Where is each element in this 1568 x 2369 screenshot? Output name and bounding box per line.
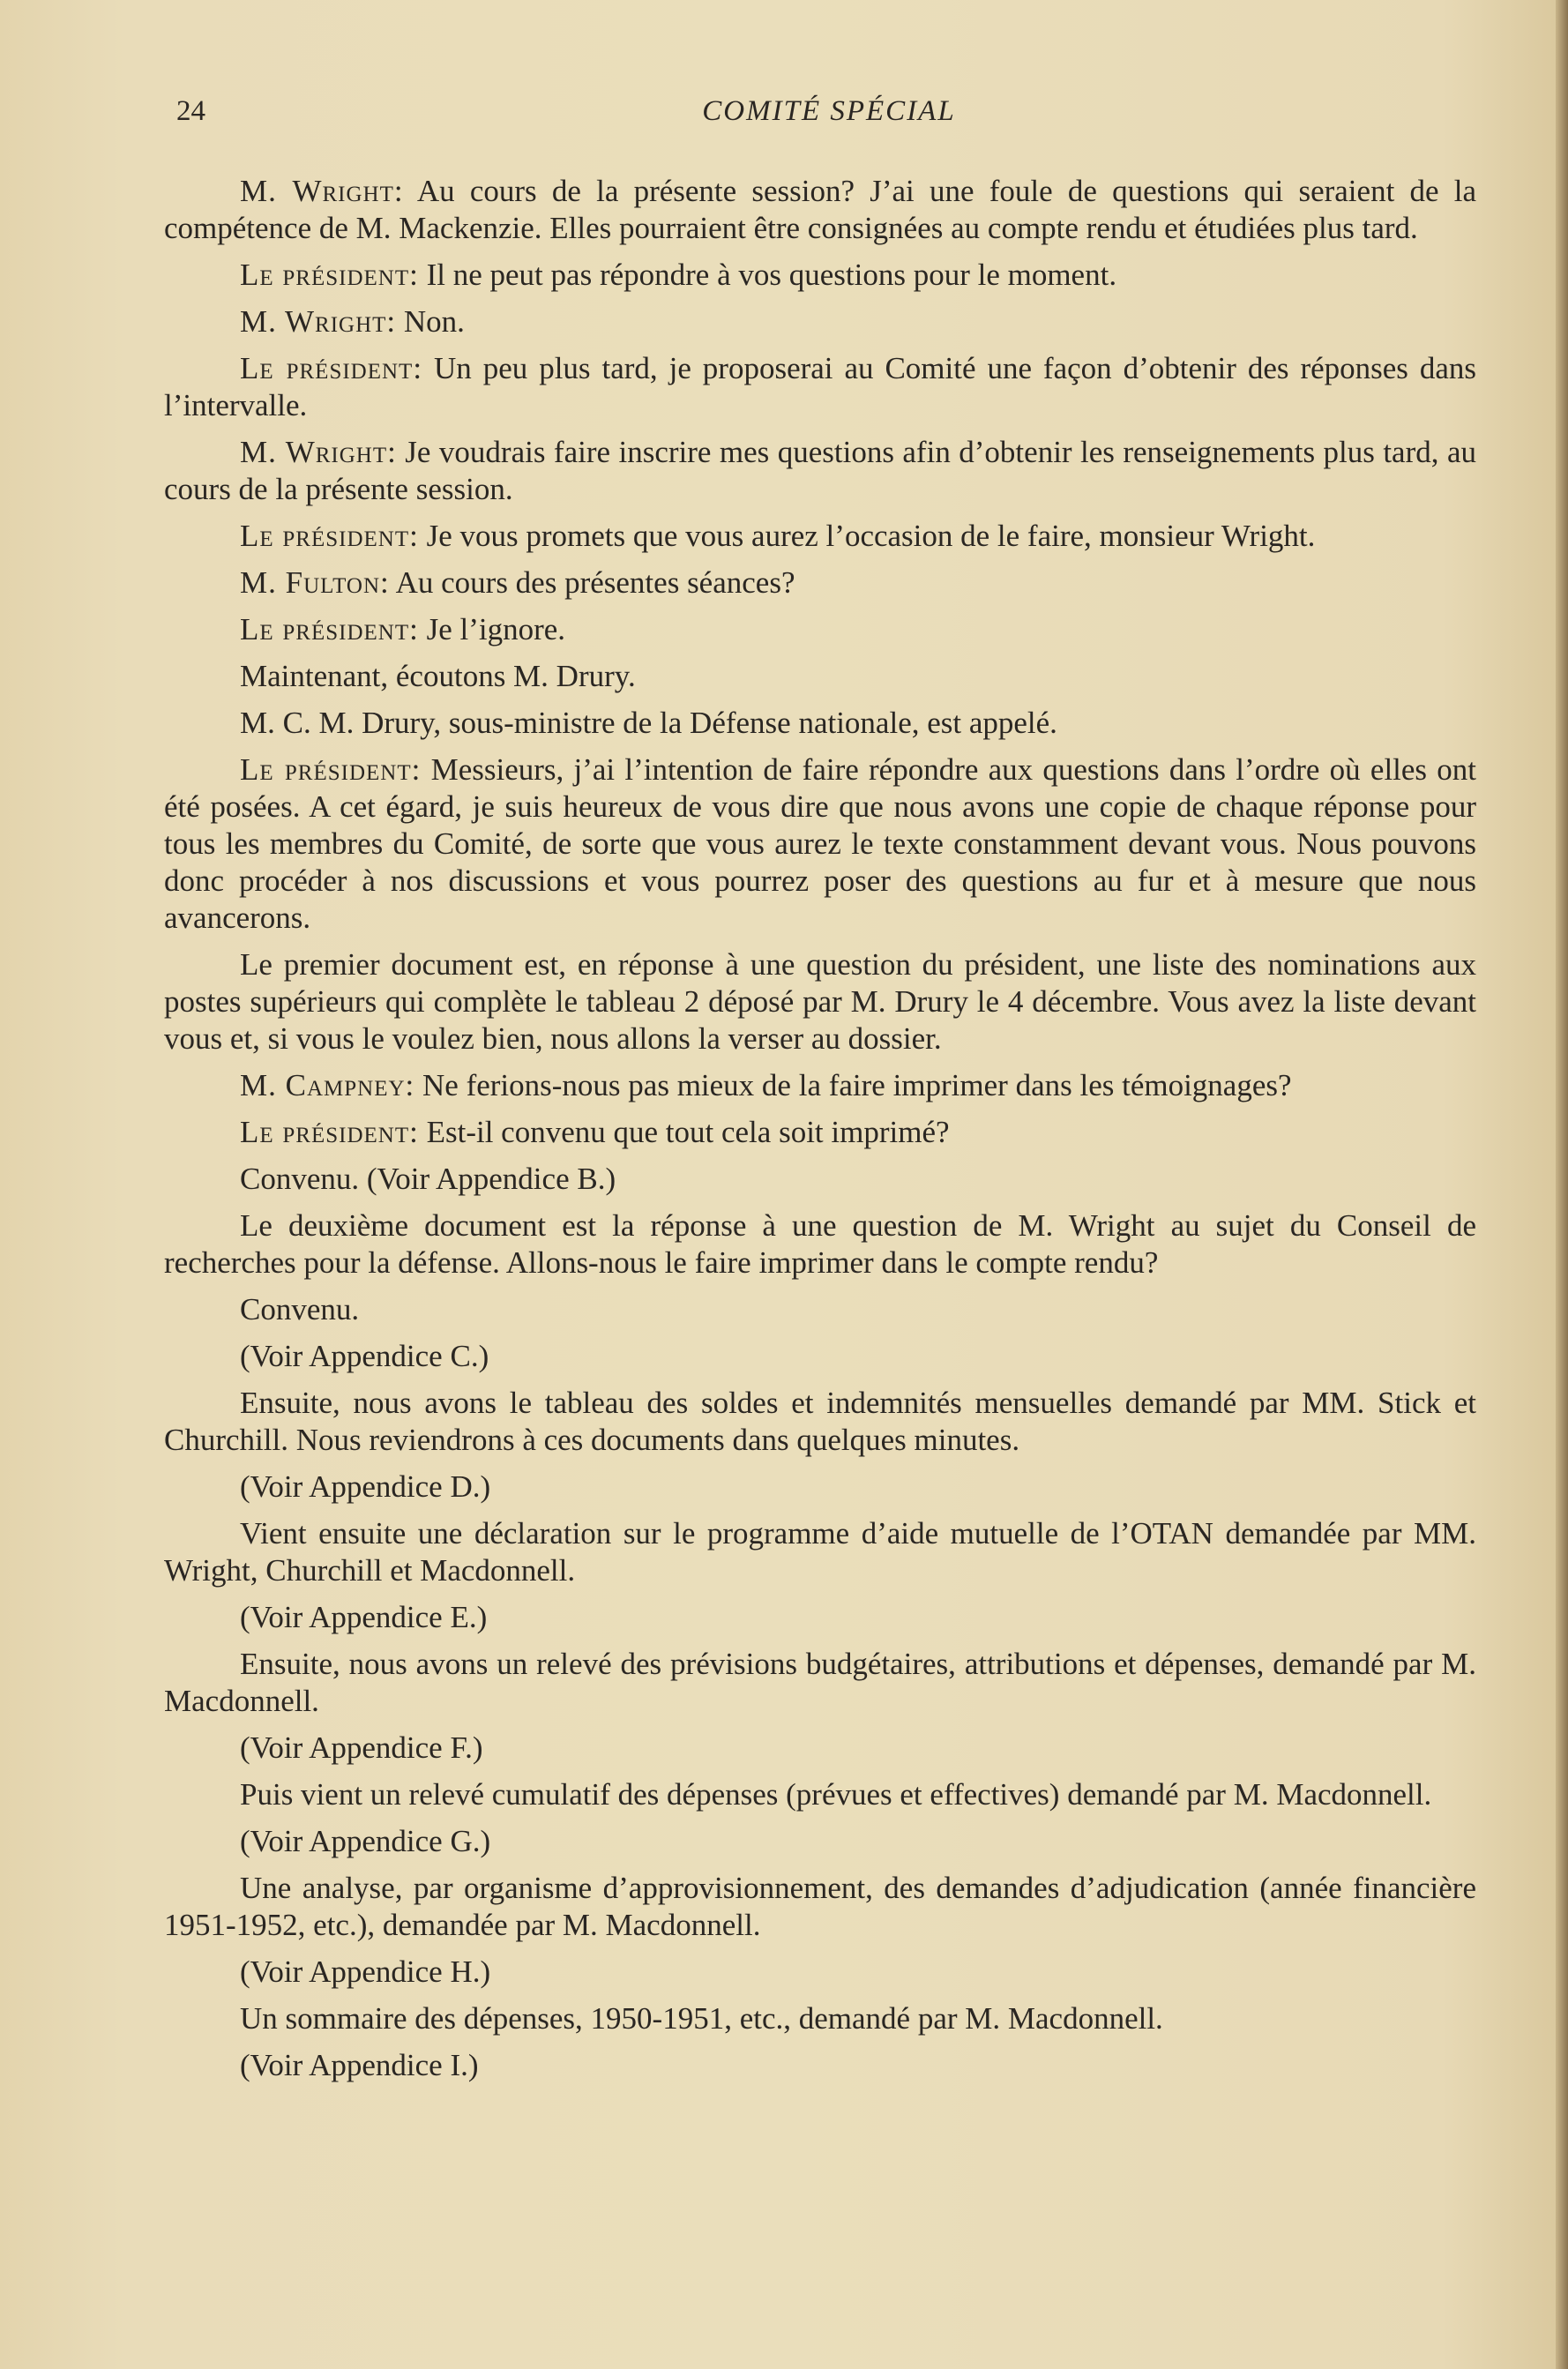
paragraph-22 (164, 1599, 1476, 1636)
paragraph-12 (164, 946, 1476, 1057)
appendix-reference: (Voir Appendice C.) (240, 1339, 489, 1373)
paragraph-text: Puis vient un relevé cumulatif des dépenses (prévues et effectives) demandé par M. Macdonnell. (240, 1777, 1432, 1812)
page-number: 24 (176, 95, 205, 127)
paragraph-text: Vient ensuite une déclaration sur le programme d’aide mutuelle de l’OTAN demandée par MM. Wright, Churchill et Macdonnell. (164, 1516, 1476, 1588)
speaker-label: M. Wright: (240, 304, 397, 339)
paragraph-text: Je l’ignore. (418, 612, 566, 646)
appendix-reference: (Voir Appendice G.) (240, 1824, 491, 1858)
paragraph-5 (164, 434, 1476, 508)
paragraph-29 (164, 2000, 1476, 2037)
paragraph-text: Messieurs, j’ai l’intention de faire répondre aux questions dans l’ordre où elles ont été posées. A cet égard, je suis heureux de vous dire que nous avons une copie de chaque réponse pour tous les membres du Comité, de sorte que vous aurez le texte constamment devant vous. Nous pouvons donc procéder à nos discussions et vous pourrez poser des questions au fur et à mesure que nous avancerons. (164, 752, 1476, 935)
paragraph-11 (164, 751, 1476, 937)
paragraph-16 (164, 1207, 1476, 1282)
paragraph-text: M. C. M. Drury, sous-ministre de la Défense nationale, est appelé. (240, 706, 1057, 740)
paragraph-text: Le premier document est, en réponse à une question du président, une liste des nominations aux postes supérieurs qui complète le tableau 2 déposé par M. Drury le 4 décembre. Vous avez la liste devant vous et, si vous le voulez bien, nous allons la verser au dossier. (164, 947, 1476, 1056)
appendix-reference: (Voir Appendice D.) (240, 1469, 491, 1504)
appendix-reference: (Voir Appendice I.) (240, 2048, 479, 2082)
paragraph-30 (164, 2047, 1476, 2084)
paragraph-3 (164, 303, 1476, 340)
page-header (176, 95, 1482, 139)
speaker-label: M. Campney: (240, 1068, 415, 1102)
paragraph-text: Je vous promets que vous aurez l’occasion de le faire, monsieur Wright. (418, 519, 1316, 553)
paragraph-text: Non. (396, 304, 465, 339)
paragraph-text: Au cours des présentes séances? (389, 565, 795, 600)
speaker-label: M. Wright: (240, 435, 397, 469)
speaker-label: M. Fulton: (240, 565, 390, 600)
paragraph-10 (164, 705, 1476, 742)
paragraph-8 (164, 611, 1476, 648)
paragraph-14 (164, 1114, 1476, 1151)
paragraph-17 (164, 1291, 1476, 1328)
paragraph-15 (164, 1161, 1476, 1198)
paragraph-20 (164, 1468, 1476, 1506)
paragraph-text: Un sommaire des dépenses, 1950-1951, etc., demandé par M. Macdonnell. (240, 2001, 1163, 2036)
paragraph-28 (164, 1954, 1476, 1991)
paragraph-1 (164, 173, 1476, 247)
paragraph-text: Je voudrais faire inscrire mes questions afin d’obtenir les renseignements plus tard, au cours de la présente session. (164, 435, 1476, 506)
speaker-label: Le président: (240, 1115, 419, 1149)
paragraph-text: Convenu. (240, 1292, 360, 1326)
paragraph-25 (164, 1776, 1476, 1813)
paragraph-text: Ensuite, nous avons un relevé des prévisions budgétaires, attributions et dépenses, demandé par M. Macdonnell. (164, 1647, 1476, 1718)
paragraph-27 (164, 1870, 1476, 1944)
paragraph-9 (164, 658, 1476, 695)
paragraph-text: Convenu. (Voir Appendice B.) (240, 1162, 616, 1196)
speaker-label: Le président: (240, 519, 419, 553)
paragraph-26 (164, 1823, 1476, 1860)
appendix-reference: (Voir Appendice F.) (240, 1730, 483, 1765)
paragraph-text: Ne ferions-nous pas mieux de la faire imprimer dans les témoignages? (414, 1068, 1292, 1102)
paragraph-21 (164, 1515, 1476, 1589)
paragraph-19 (164, 1385, 1476, 1459)
paragraph-text: Une analyse, par organisme d’approvisionnement, des demandes d’adjudication (année financière 1951-1952, etc.), demandée par M. Macdonnell. (164, 1871, 1476, 1942)
paragraph-text: Un peu plus tard, je proposerai au Comité une façon d’obtenir des réponses dans l’intervalle. (164, 351, 1477, 422)
paragraph-13 (164, 1067, 1476, 1104)
paragraph-4 (164, 350, 1476, 424)
paragraph-text: Il ne peut pas répondre à vos questions pour le moment. (418, 258, 1117, 292)
paragraph-text: Au cours de la présente session? J’ai une foule de questions qui seraient de la compétence de M. Mackenzie. Elles pourraient être consignées au compte rendu et étudiées plus tard. (164, 174, 1476, 245)
paragraph-2 (164, 257, 1476, 294)
speaker-label: Le président: (240, 752, 422, 787)
paragraph-23 (164, 1646, 1476, 1720)
running-title: COMITÉ SPÉCIAL (702, 95, 956, 127)
speaker-label: Le président: (240, 351, 423, 385)
appendix-reference: (Voir Appendice H.) (240, 1954, 491, 1989)
paragraph-text: Est-il convenu que tout cela soit imprimé? (418, 1115, 950, 1149)
speaker-label: Le président: (240, 258, 419, 292)
body-text (164, 173, 1476, 2094)
appendix-reference: (Voir Appendice E.) (240, 1600, 488, 1634)
paragraph-24 (164, 1730, 1476, 1767)
paragraph-6 (164, 518, 1476, 555)
paragraph-18 (164, 1338, 1476, 1375)
speaker-label: M. Wright: (240, 174, 404, 208)
paragraph-text: Maintenant, écoutons M. Drury. (240, 659, 636, 693)
paragraph-text: Le deuxième document est la réponse à une question de M. Wright au sujet du Conseil de recherches pour la défense. Allons-nous le faire imprimer dans le compte rendu? (164, 1208, 1476, 1280)
speaker-label: Le président: (240, 612, 419, 646)
page-edge (1556, 0, 1568, 2369)
paragraph-text: Ensuite, nous avons le tableau des soldes et indemnités mensuelles demandé par MM. Stick et Churchill. Nous reviendrons à ces documents dans quelques minutes. (164, 1386, 1476, 1457)
paragraph-7 (164, 564, 1476, 602)
